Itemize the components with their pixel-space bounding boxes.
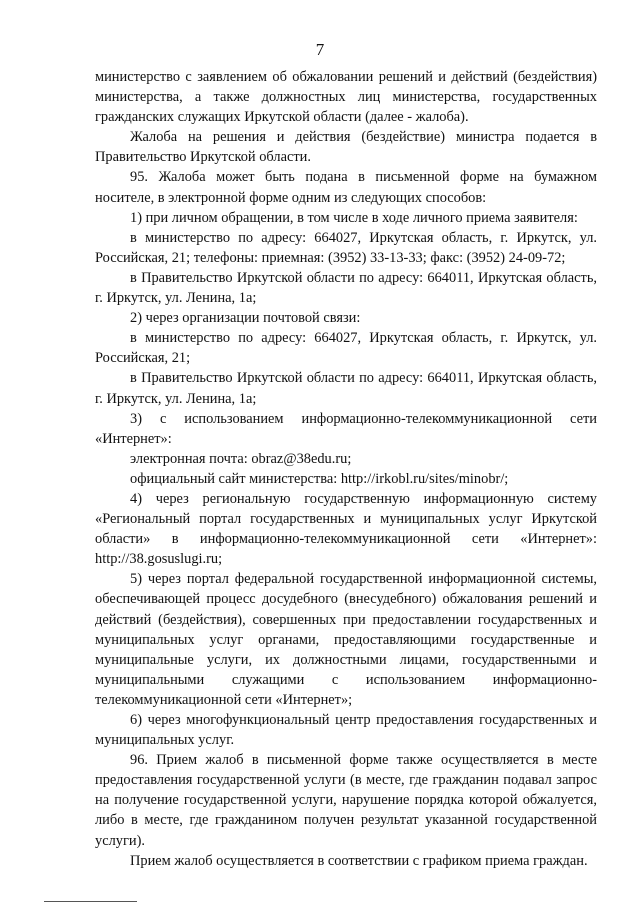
- paragraph-95-5: 5) через портал федеральной государственной информационной системы, обеспечивающей процесс досудебного (внесудебного) обжалования решений и действий (бездействия), совершенных при предоставлении государственных и муниципальных услуг органами, предоставляющими государственные и муниципальные услуги, их должностными лицами, государственными и муниципальными служащими с использованием информационно-телекоммуникационной сети «Интернет»;: [95, 571, 597, 708]
- paragraph-96: 96. Прием жалоб в письменной форме также осуществляется в месте предоставления государственной услуги (в месте, где гражданин подавал запрос на получение государственной услуги, нарушение порядка которой обжалуется, либо в месте, где гражданином получен результат указанной государственной услуги).: [95, 752, 597, 849]
- paragraph-96-schedule: Прием жалоб осуществляется в соответствии с графиком приема граждан.: [130, 852, 588, 869]
- paragraph-95-3-email: электронная почта: obraz@38edu.ru;: [130, 450, 352, 467]
- paragraph-95-6: 6) через многофункциональный центр предоставления государственных и муниципальных услуг.: [95, 712, 597, 749]
- paragraph-95-3-site: официальный сайт министерства: http://irkobl.ru/sites/minobr/;: [130, 470, 509, 487]
- paragraph-95-1-ministry: в министерство по адресу: 664027, Иркутская область, г. Иркутск, ул. Российская, 21; телефоны: приемная: (3952) 33-13-33; факс: (3952) 24-09-72;: [95, 229, 597, 266]
- page-number: 7: [315, 40, 325, 59]
- paragraph-95: 95. Жалоба может быть подана в письменной форме на бумажном носителе, в электронной форме одним из следующих способов:: [95, 169, 597, 206]
- paragraph-minister-complaint: Жалоба на решения и действия (бездействие) министра подается в Правительство Иркутской области.: [95, 129, 597, 166]
- paragraph-95-1-government: в Правительство Иркутской области по адресу: 664011, Иркутская область, г. Иркутск, ул. Ленина, 1а;: [95, 269, 597, 307]
- paragraph-95-2: 2) через организации почтовой связи:: [130, 310, 361, 327]
- paragraph-continuation: министерство с заявлением об обжаловании решений и действий (бездействия) министерства, а также должностных лиц министерства, государственных гражданских служащих Иркутской области (далее - жалоба).: [95, 69, 597, 126]
- paragraph-95-2-government: в Правительство Иркутской области по адресу: 664011, Иркутская область, г. Иркутск, ул. Ленина, 1а;: [95, 370, 597, 407]
- paragraph-95-4: 4) через региональную государственную информационную систему «Региональный портал государственных и муниципальных услуг Иркутской области» в информационно-телекоммуникационной сети «Интернет»: http://38.gosuslugi.ru;: [95, 490, 597, 568]
- paragraph-95-1: 1) при личном обращении, в том числе в ходе личного приема заявителя:: [130, 209, 578, 226]
- paragraph-95-3: 3) с использованием информационно-телекоммуникационной сети «Интернет»:: [95, 410, 597, 447]
- footnote-divider: [44, 901, 137, 902]
- paragraph-95-2-ministry: в министерство по адресу: 664027, Иркутская область, г. Иркутск, ул. Российская, 21;: [95, 330, 597, 367]
- document-body: [95, 67, 597, 871]
